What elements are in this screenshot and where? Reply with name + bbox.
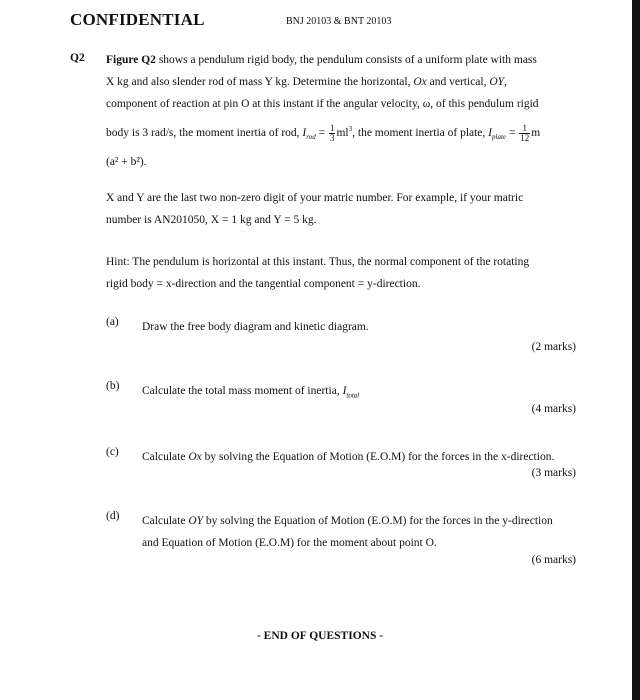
rod-subscript: rod — [306, 133, 316, 142]
question-intro — [106, 49, 576, 173]
intro-text: body is 3 rad/s, the moment inertia of rod, — [106, 126, 303, 139]
intro-text: X kg and also slender rod of mass Y kg. Determine the horizontal, — [106, 76, 414, 88]
i-rod-symbol: I — [302, 126, 307, 139]
part-d-marks: (6 marks) — [531, 554, 576, 566]
intro-text: , the moment inertia of plate, — [352, 126, 489, 139]
fraction-denominator: 3 — [329, 132, 335, 143]
part-label: (d) — [106, 510, 120, 522]
part-text — [142, 380, 576, 406]
page-header-title: CONFIDENTIAL — [70, 10, 205, 29]
intro-line-4 — [106, 115, 576, 151]
part-label: (a) — [106, 316, 119, 328]
rod-fraction — [329, 124, 336, 143]
rod-exponent: 3 — [348, 125, 353, 133]
intro-text: and vertical, — [426, 76, 490, 88]
ox-symbol: Ox — [413, 76, 427, 88]
intro-text: shows a pendulum rigid body, the pendulum consists of a uniform plate with mass — [155, 54, 537, 66]
course-codes: BNJ 20103 & BNT 20103 — [286, 16, 392, 27]
intro-line-1 — [106, 49, 576, 71]
intro-line-5: (a² + b²). — [106, 156, 147, 169]
part-b-marks: (4 marks) — [531, 403, 576, 415]
part-text-a: Calculate — [142, 515, 189, 527]
hint-line: rigid body = x-direction and the tangential component = y-direction. — [106, 278, 421, 290]
page-edge-shadow — [632, 0, 640, 700]
fraction-numerator: 1 — [329, 122, 335, 133]
part-text: Draw the free body diagram and kinetic diagram. — [142, 321, 369, 333]
matric-note-line: number is AN201050, X = 1 kg and Y = 5 kg. — [106, 214, 317, 226]
end-of-questions: - END OF QUESTIONS - — [256, 630, 384, 642]
i-plate-symbol: I — [488, 126, 493, 139]
hint-line: Hint: The pendulum is horizontal at this instant. Thus, the normal component of the rotating — [106, 256, 530, 268]
figure-reference: Figure Q2 — [106, 54, 156, 66]
fraction-denominator: 12 — [520, 132, 530, 143]
plate-mass-symbol: m — [531, 126, 541, 139]
matric-note — [106, 187, 576, 231]
part-c-marks: (3 marks) — [531, 467, 576, 479]
i-total-symbol: I — [342, 385, 347, 397]
equals-sign: = — [315, 126, 328, 139]
plate-subscript: plate — [492, 133, 507, 142]
ox-symbol: Ox — [188, 451, 202, 463]
intro-text: , — [504, 76, 507, 88]
part-text-a: Calculate — [142, 451, 189, 463]
intro-line-2 — [106, 71, 576, 93]
part-text — [142, 510, 576, 554]
part-text-b: by solving the Equation of Motion (E.O.M) for the forces in the y-direction — [203, 515, 553, 527]
rod-expression: ml — [336, 126, 349, 139]
total-subscript: total — [346, 391, 360, 400]
oy-symbol: OY — [188, 515, 204, 527]
part-text-a: Calculate the total mass moment of inertia, — [142, 385, 343, 397]
part-text-b: by solving the Equation of Motion (E.O.M) for the forces in the x-direction. — [201, 451, 555, 463]
part-a-marks: (2 marks) — [531, 341, 576, 353]
plate-fraction — [519, 124, 530, 143]
equals-sign: = — [506, 126, 519, 139]
fraction-numerator: 1 — [519, 124, 530, 134]
hint — [106, 251, 576, 295]
matric-note-line: X and Y are the last two non-zero digit of your matric number. For example, if your matric — [106, 192, 524, 204]
part-label: (b) — [106, 380, 120, 392]
oy-symbol: OY — [489, 76, 505, 88]
part-text-c: and Equation of Motion (E.O.M) for the moment about point O. — [142, 537, 437, 549]
question-number: Q2 — [70, 52, 85, 64]
intro-line-3: component of reaction at pin O at this instant if the angular velocity, ω, of this pendulum rigid — [106, 98, 539, 110]
part-text — [142, 446, 576, 468]
part-label: (c) — [106, 446, 119, 458]
